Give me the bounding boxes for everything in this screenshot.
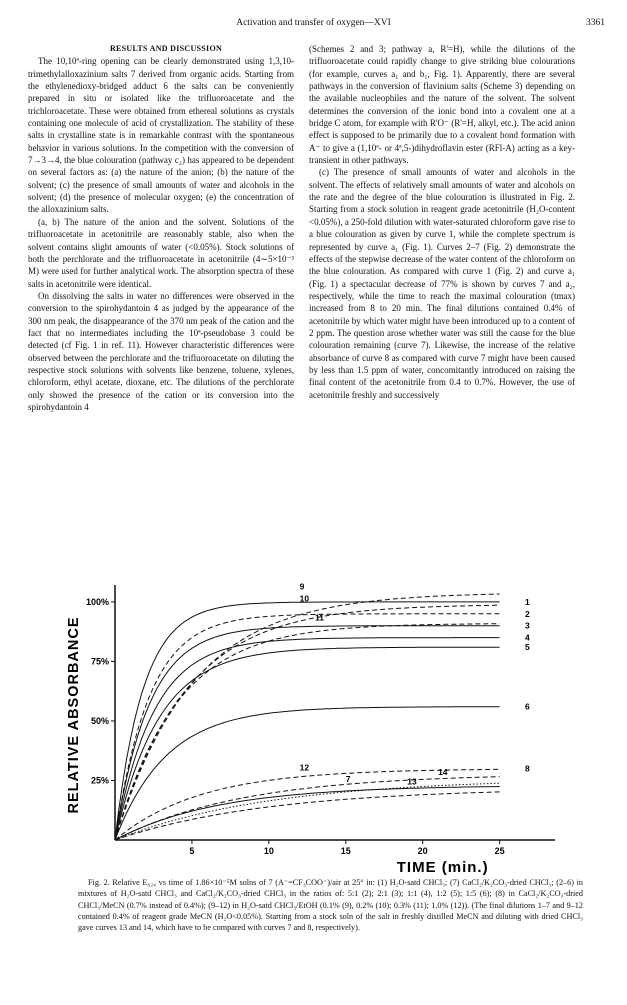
absorbance-chart	[60, 575, 600, 875]
series-label: 5	[525, 642, 530, 653]
right-column	[309, 43, 575, 401]
paragraph: (c) The presence of small amounts of water and alcohols in the solvent. The effects of relatively small amounts of water and alcohols on the rate and the degree of the blue colouration is illustrated in Fig. 2. Starting from a stock solution in reagent grade acetonitrile (H₂O-content <0.05%), a 250-fold dilution with water-saturated chloroform gave rise to a blue colouration as given by curve 1, while the complete spectrum is represented by curve a₁ (Fig. 1). Curves 2–7 (Fig. 2) demonstrate the effects of the stepwise decrease of the water content of the chloroform on the blue colouration. As compared with curve 1 (Fig. 2) and curve a₁ (Fig. 1) a spectacular decrease of 77% is shown by curves 7 and a₂, respectively, while the time to reach the maximal colouration (tmax) increased from 8 to 20 min. The final dilutions contained 0.4% of acetonitrile by which water might have been introduced up to a content of 2 ppm. The question arose whether water was still the cause for the blue colouration remaining (curve 7). Likewise, the increase of the relative absorbance of curve 8 as compared with curve 7 might have been caused by less than 1.5 ppm of water, concomitantly introduced on raising the final content of the acetonitrile from 0.4 to 0.7%. However, the use of acetonitrile freshly and successively	[309, 167, 575, 400]
series-label: 12	[299, 762, 310, 773]
paragraph: On dissolving the salts in water no differences were observed in the conversion to the spirohydantoin 4 as judged by the appearance of the 300 nm peak, the disappearance of the 370 nm peak of the cation and the fact that no intermediates including the 10ª-pseudobase 3 could be detected (cf Fig. 1 in ref. 11). However characteristic differences were observed between the perchlorate and the trifluoroacetate on diluting the respective stock solutions with solvents like benzene, toluene, xylenes, chloroform, ethyl acetate, dioxane, etc. The dilutions of the perchlorate only showed the presence of the cation or its conversion into the spirohydantoin 4	[28, 290, 294, 412]
series-label: 1	[525, 596, 530, 607]
series-5-line	[115, 647, 500, 840]
series-label: 2	[525, 608, 530, 619]
y-tick-label: 75%	[90, 656, 109, 667]
page-header	[0, 18, 627, 32]
x-tick-label: 25	[494, 846, 505, 856]
y-tick-label: 100%	[85, 596, 109, 607]
left-column	[28, 43, 294, 413]
series-12-line	[115, 777, 500, 840]
x-tick-label: 5	[189, 846, 195, 856]
y-tick-label: 50%	[90, 715, 109, 726]
series-label: 11	[315, 612, 324, 623]
series-label: 10	[299, 593, 310, 604]
figure-caption	[78, 877, 583, 933]
caption-text: Fig. 2. Relative E₆₂₄ vs time of 1.86×10⁻⁵M solns of 7 (A⁻=CF₃COO⁻)/air at 25° in: (1) H₂O-satd CHCl₃; (7) CaCl₂/K₂CO₃-dried CHCl₃; (2–6) in mixtures of H₂O-satd CHCl₃ and CaCl₂/K₂CO₃-dried CHCl₃ in the ratios of: 5:1 (2); 2:1 (3); 1:1 (4), 1:2 (5); 1:5 (6); (8) in CaCl₂/K₂CO₃-dried CHCl₃/MeCN (0.7% instead of 0.4%); (9–12) in H₂O-satd CHCl₃/EtOH (0.1% (9), 0.2% (10); 0.3% (11); 1.0% (12)). (The final dilutions 1–7 and 9–12 contained 0.4% of reagent grade MeCN (H₂O<0.05%). Starting from a stock soln of the salt in freshly distilled MeCN and diluting with dried CHCl₃ gave curves 13 and 14, which have to be compared with curves 7 and 8, respectively).	[78, 878, 583, 933]
paragraph: (Schemes 2 and 3; pathway a, R'=H), while the dilutions of the trifluoroacetate could rapidly change to give striking blue colourations (for example, curves a₁ and b₁, Fig. 1). Apparently, there are several pathways in the conversion of flavinium salts (Scheme 3) depending on the available nucleophiles and the nature of the solvent. The solvent determines the conversion of the ionic bond into a covalent one at a bridge C atom, for example with R'O⁻ (R'=H, alkyl, etc.). The acid anion effect is supposed to be primarily due to a covalent bond formation with A⁻ to give a (1,10ª- or 4ª,5-)dihydroflavin ester (RFl-A) acting as a key-transient in other pathways.	[309, 44, 575, 166]
series-4-line	[115, 638, 500, 840]
paragraph: The 10,10ª-ring opening can be clearly demonstrated using 1,3,10-trimethylalloxazinium salts 7 derived from organic acids. Starting from the ethylenedioxy-bridged adduct 6 the salts can be conveniently prepared in situ or isolated like the trifluoroacetate and the trichloroacetate. These were obtained from ethereal solutions as crystals containing one molecule of acid of crystallization. The stability of these salts in crystalline state is in remarkable contrast with the spontaneous behavior in various solutions. In the competition with the conversion of 7→3→4, the blue colouration (pathway c₂) has appeared to be dependent on several factors as: (a) the nature of the anion; (b) the nature of the solvent; (c) the presence of small amounts of water and alcohols in the solvent; (d) the presence of molecular oxygen; (e) the concentration of the alloxazinium salts.	[28, 56, 294, 215]
series-3-line	[115, 626, 500, 840]
y-tick-label: 25%	[90, 775, 109, 786]
y-axis-label: RELATIVE ABSORBANCE	[66, 616, 82, 814]
series-label: 6	[525, 701, 530, 712]
series-label: 4	[525, 632, 530, 643]
x-tick-label: 15	[340, 846, 351, 856]
x-axis-label: TIME (min.)	[396, 859, 489, 875]
page-number: 3361	[586, 18, 605, 28]
series-label: 9	[299, 581, 305, 592]
series-14-line	[115, 783, 500, 840]
x-tick-label: 10	[263, 846, 274, 856]
series-label: 3	[525, 620, 530, 631]
series-7-line	[115, 787, 500, 841]
series-label: 8	[525, 763, 530, 774]
series-label: 14	[438, 767, 448, 778]
series-8-line	[115, 769, 500, 840]
x-tick-label: 20	[417, 846, 428, 856]
series-label: 7	[345, 774, 351, 785]
paragraph: (a, b) The nature of the anion and the solvent. Solutions of the trifluoroacetate in acetonitrile are reasonably stable, also when the solvent contains slight amounts of water (<0.05%). Stock solutions of both the perchlorate and the trifluoroacetate in acetonitrile (4∼5×10⁻³ M) were used for further analytical work. The absorption spectra of these salts in acetonitrile were identical.	[28, 216, 294, 289]
section-title: RESULTS AND DISCUSSION	[109, 44, 223, 53]
running-title: Activation and transfer of oxygen—XVI	[236, 18, 391, 28]
series-label: 13	[407, 776, 417, 787]
figure-2	[60, 575, 600, 875]
